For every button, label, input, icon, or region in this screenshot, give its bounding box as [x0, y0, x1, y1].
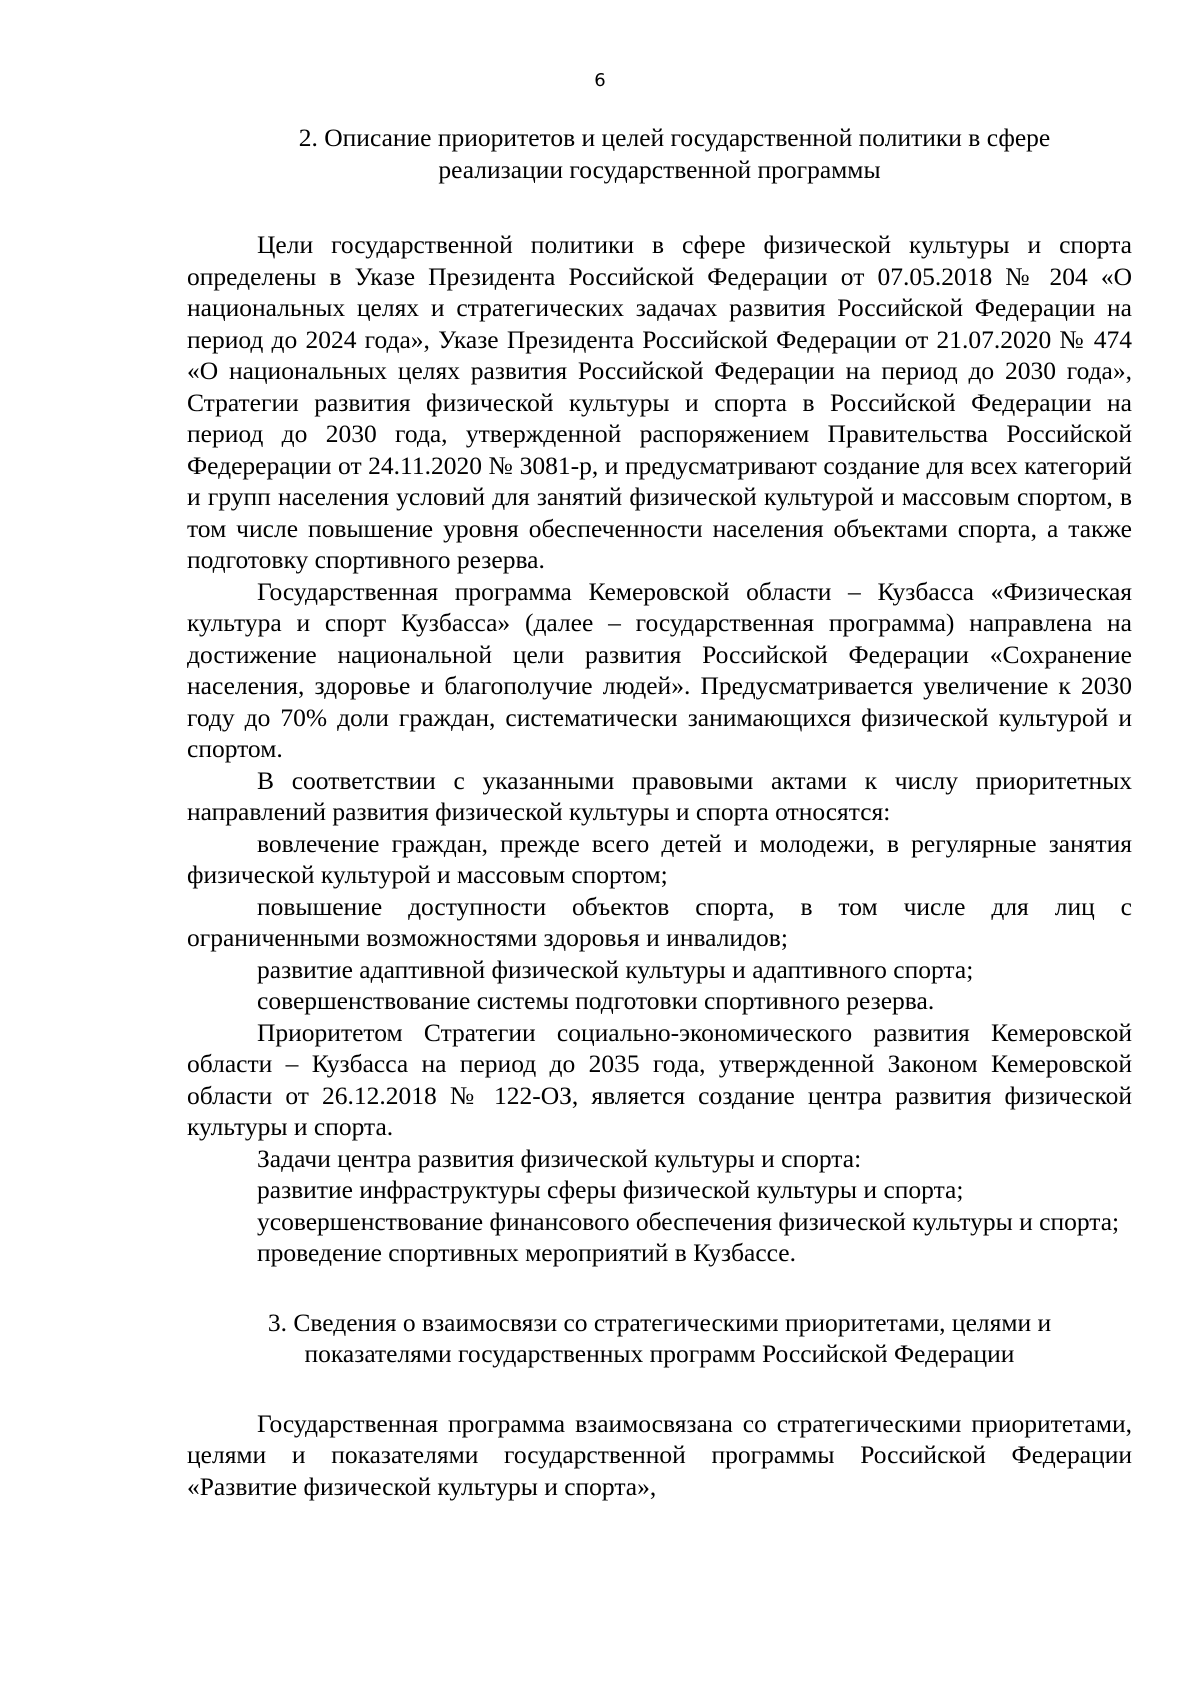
- section-2-heading: [187, 122, 1132, 185]
- section-3-heading: [187, 1307, 1132, 1370]
- section-3-paragraph: Государственная программа взаимосвязана со стратегическими приоритетами, целями и показателями государственной программы Российской Федерации «Развитие физической культуры и спорта»,: [187, 1408, 1132, 1501]
- section-2-heading-line-2: реализации государственной программы: [438, 154, 881, 184]
- task-item: усовершенствование финансового обеспечения физической культуры и спорта;: [257, 1206, 1120, 1236]
- tasks-intro: Задачи центра развития физической культуры и спорта:: [257, 1143, 862, 1173]
- section-2-heading-line-1: 2. Описание приоритетов и целей государственной политики в сфере: [298, 123, 1051, 152]
- priority-item: развитие адаптивной физической культуры и адаптивного спорта;: [257, 954, 974, 984]
- priority-item: совершенствование системы подготовки спортивного резерва.: [257, 986, 935, 1015]
- task-item: проведение спортивных мероприятий в Кузбассе.: [257, 1238, 796, 1267]
- priority-item: вовлечение граждан, прежде всего детей и молодежи, в регулярные занятия физической культурой и массовым спортом;: [187, 828, 1132, 889]
- task-item: развитие инфраструктуры сферы физической культуры и спорта;: [257, 1175, 964, 1204]
- section-2-paragraph-priorities-intro: В соответствии с указанными правовыми актами к числу приоритетных направлений развития физической культуры и спорта относятся:: [187, 765, 1132, 826]
- section-2-paragraph-strategy: Приоритетом Стратегии социально-экономического развития Кемеровской области – Кузбасса на период до 2035 года, утвержденной Законом Кемеровской области от 26.12.2018 № 122-ОЗ, является создание центра развития физической культуры и спорта.: [187, 1017, 1132, 1141]
- section-3-heading-line-1: 3. Сведения о взаимосвязи со стратегическими приоритетами, целями и: [267, 1307, 1052, 1337]
- section-2-paragraph-program: Государственная программа Кемеровской области – Кузбасса «Физическая культура и спорт Кузбасса» (далее – государственная программа) направлена на достижение национальной цели развития Российской Федерации «Сохранение населения, здоровье и благополучие людей». Предусматривается увеличение к 2030 году до 70% доли граждан, систематически занимающихся физической культурой и спортом.: [187, 576, 1132, 763]
- section-3-heading-line-2: показателями государственных программ Российской Федерации: [304, 1339, 1015, 1368]
- priority-item: повышение доступности объектов спорта, в том числе для лиц с ограниченными возможностями здоровья и инвалидов;: [187, 891, 1132, 952]
- page-number: 6: [594, 70, 606, 91]
- document-body: [187, 122, 1132, 1502]
- section-2-paragraph-goals: Цели государственной политики в сфере физической культуры и спорта определены в Указе Президента Российской Федерации от 07.05.2018 № 204 «О национальных целях и стратегических задачах развития Российской Федерации на период до 2024 года», Указе Президента Российской Федерации от 21.07.2020 № 474 «О национальных целях развития Российской Федерации на период до 2030 года», Стратегии развития физической культуры и спорта в Российской Федерации на период до 2030 года, утвержденной распоряжением Правительства Российской Федерерации от 24.11.2020 № 3081-р, и предусматривают создание для всех категорий и групп населения условий для занятий физической культурой и массовым спортом, в том числе повышение уровня обеспеченности населения объектами спорта, а также подготовку спортивного резерва.: [187, 230, 1132, 574]
